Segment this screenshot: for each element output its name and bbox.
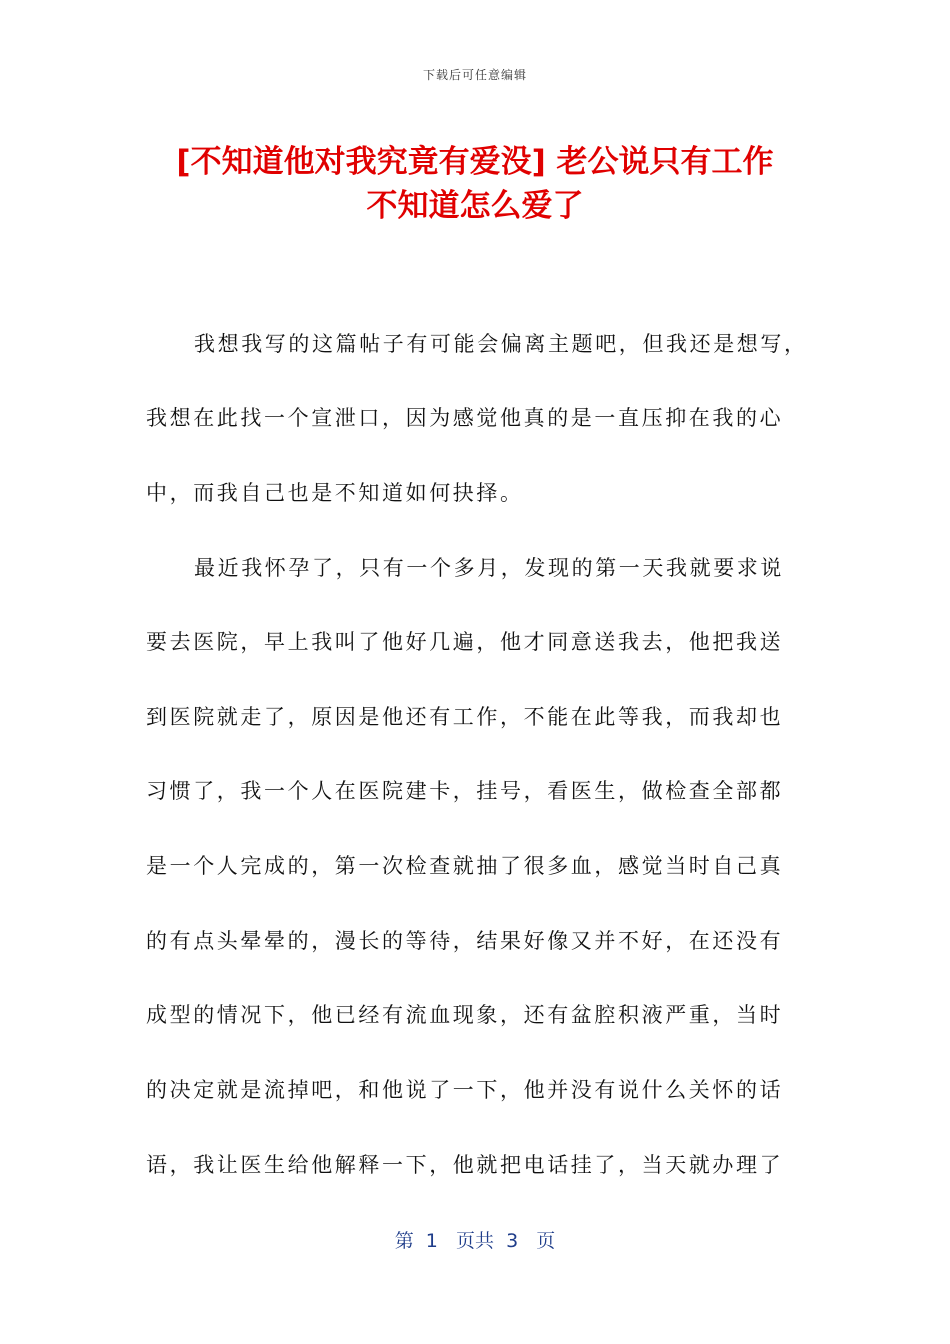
page-number-footer: 第 1 页共 3 页 [394,1230,556,1252]
body-line: 的决定就是流掉吧，和他说了一下，他并没有说什么关怀的话 [146,1078,784,1102]
body-line: 是一个人完成的，第一次检查就抽了很多血，感觉当时自己真 [146,854,784,878]
body-line: 语，我让医生给他解释一下，他就把电话挂了，当天就办理了 [146,1153,784,1177]
body-line: 最近我怀孕了，只有一个多月，发现的第一天我就要求说 [194,556,784,580]
body-line: 习惯了，我一个人在医院建卡，挂号，看医生，做检查全部都 [146,779,784,803]
body-line: 我想在此找一个宣泄口，因为感觉他真的是一直压抑在我的心 [146,406,784,430]
title-line-2: 不知道怎么爱了 [366,188,584,224]
body-line: 到医院就走了，原因是他还有工作，不能在此等我，而我却也 [146,705,784,729]
document-title [100,140,850,228]
body-line: 要去医院，早上我叫了他好几遍，他才同意送我去，他把我送 [146,630,784,654]
body-line: 中，而我自己也是不知道如何抉择。 [146,481,524,505]
body-line: 成型的情况下，他已经有流血现象，还有盆腔积液严重，当时 [146,1003,784,1027]
header-note: 下载后可任意编辑 [422,68,527,82]
title-line-1: [不知道他对我究竟有爱没] 老公说只有工作 [176,144,774,180]
body-line: 的有点头晕晕的，漫长的等待，结果好像又并不好，在还没有 [146,929,784,953]
body-line: 我想我写的这篇帖子有可能会偏离主题吧，但我还是想写， [194,332,808,356]
